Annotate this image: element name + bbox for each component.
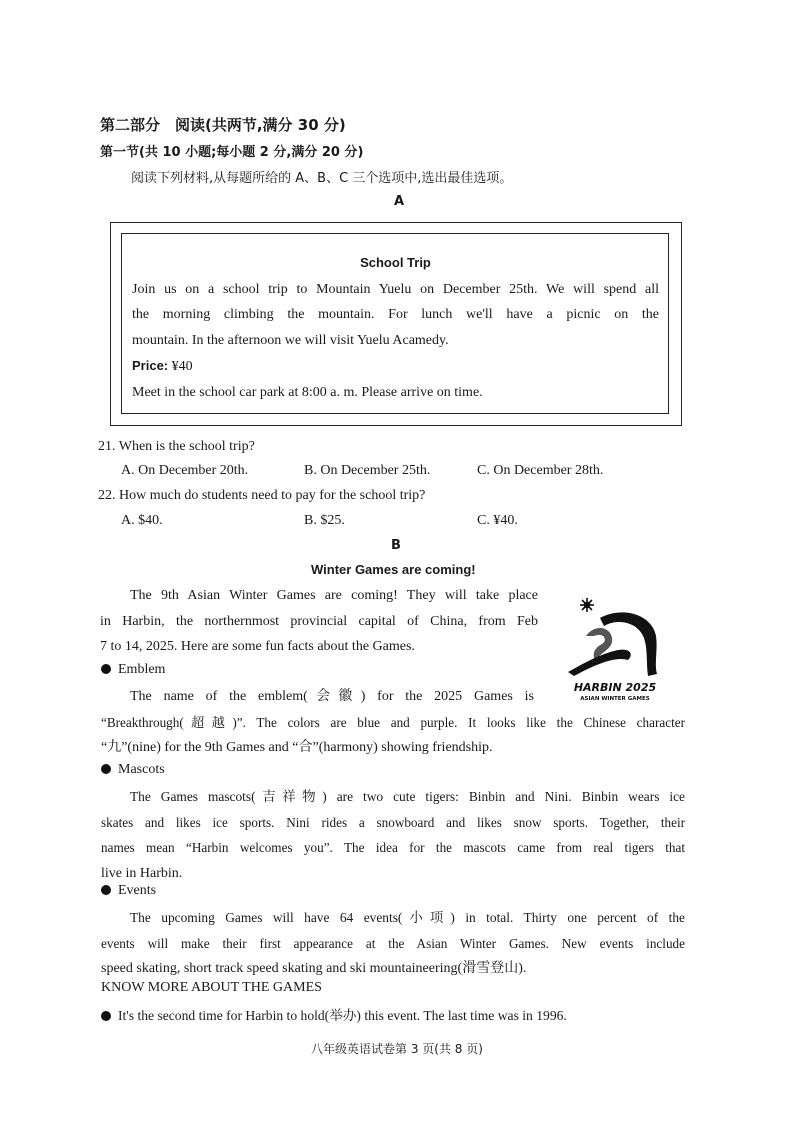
events-line: The upcoming Games will have 64 events(小项) in total. Thirty one percent of the — [130, 910, 685, 925]
mascots-line: skates and likes ice sports. Nini rides a snowboard and likes snow sports. Together, their — [101, 814, 685, 830]
intro-line: in Harbin, the northernmost provincial capital of China, from Feb — [100, 613, 538, 629]
know-more-heading: KNOW MORE ABOUT THE GAMES — [101, 980, 322, 995]
question-22-stem: 22. How much do students need to pay for the school trip? — [98, 488, 426, 503]
emblem-line: “九”(nine) for the 9th Games and “合”(harmony) showing friendship. — [101, 740, 493, 755]
notice-line: the morning climbing the mountain. For lunch we'll have a picnic on the — [132, 307, 659, 322]
price-value: ¥40 — [168, 359, 193, 374]
part-title: 第二部分 阅读(共两节,满分 30 分) — [100, 116, 346, 134]
events-line: events will make their first appearance at the Asian Winter Games. New events include — [101, 935, 685, 951]
emblem-heading-row — [101, 662, 165, 678]
know-more-row — [101, 1004, 567, 1024]
mascots-paragraph — [101, 784, 685, 886]
bullet-icon — [101, 1011, 111, 1021]
mascots-line: The Games mascots(吉祥物) are two cute tigers: Binbin and Nini. Binbin wears ice — [130, 789, 685, 804]
logo-main-text: HARBIN 2025 — [573, 681, 657, 694]
price-line — [132, 353, 659, 380]
bullet-icon — [101, 764, 111, 774]
logo-sub-text: ASIAN WINTER GAMES — [580, 696, 650, 702]
question-22-option-a[interactable]: A. $40. — [121, 513, 163, 528]
mascots-line: live in Harbin. — [101, 865, 183, 881]
know-more-text: It's the second time for Harbin to hold(举办) this event. The last time was in 1996. — [118, 1008, 567, 1023]
question-21-option-c[interactable]: C. On December 28th. — [477, 463, 604, 478]
mascots-heading: Mascots — [118, 762, 165, 777]
intro-paragraph — [100, 583, 538, 660]
bullet-icon — [101, 885, 111, 895]
emblem-heading: Emblem — [118, 662, 166, 677]
meet-line: Meet in the school car park at 8:00 a. m. Please arrive on time. — [132, 384, 483, 400]
emblem-line: “Breakthrough(超越)”. The colors are blue and purple. It looks like the Chinese character — [101, 714, 685, 730]
question-21-stem: 21. When is the school trip? — [98, 439, 255, 454]
bullet-icon — [101, 664, 111, 674]
question-22-option-b[interactable]: B. $25. — [304, 513, 345, 528]
events-paragraph — [101, 905, 685, 982]
notice-line: Join us on a school trip to Mountain Yuelu on December 25th. We will spend all — [132, 281, 659, 297]
intro-line: 7 to 14, 2025. Here are some fun facts about the Games. — [100, 639, 415, 654]
events-heading-row — [101, 883, 156, 899]
page-footer: 八年级英语试卷第 3 页(共 8 页) — [311, 1042, 483, 1056]
mascots-line: names mean “Harbin welcomes you”. The idea for the mascots came from real tigers that — [101, 840, 685, 855]
passage-a-label: A — [394, 194, 405, 209]
question-22-option-c[interactable]: C. ¥40. — [477, 513, 518, 528]
price-label: Price: — [132, 358, 169, 373]
intro-line: The 9th Asian Winter Games are coming! They will take place — [130, 588, 538, 603]
section-subtitle: 第一节(共 10 小题;每小题 2 分,满分 20 分) — [100, 145, 364, 160]
notice-title: School Trip — [360, 255, 431, 270]
emblem-paragraph — [101, 684, 685, 761]
passage-b-title: Winter Games are coming! — [311, 562, 476, 577]
passage-b-label: B — [391, 538, 401, 553]
emblem-line: The name of the emblem(会徽) for the 2025 Games is — [130, 689, 534, 704]
question-21-option-a[interactable]: A. On December 20th. — [121, 463, 249, 478]
events-line: speed skating, short track speed skating and ski mountaineering(滑雪登山). — [101, 961, 527, 976]
events-heading: Events — [118, 883, 157, 898]
instructions: 阅读下列材料,从每题所给的 A、B、C 三个选项中,选出最佳选项。 — [131, 171, 513, 186]
mascots-heading-row — [101, 762, 165, 778]
school-trip-notice — [132, 250, 659, 405]
notice-line: mountain. In the afternoon we will visit Yuelu Acamedy. — [132, 332, 449, 348]
question-21-option-b[interactable]: B. On December 25th. — [304, 463, 431, 478]
